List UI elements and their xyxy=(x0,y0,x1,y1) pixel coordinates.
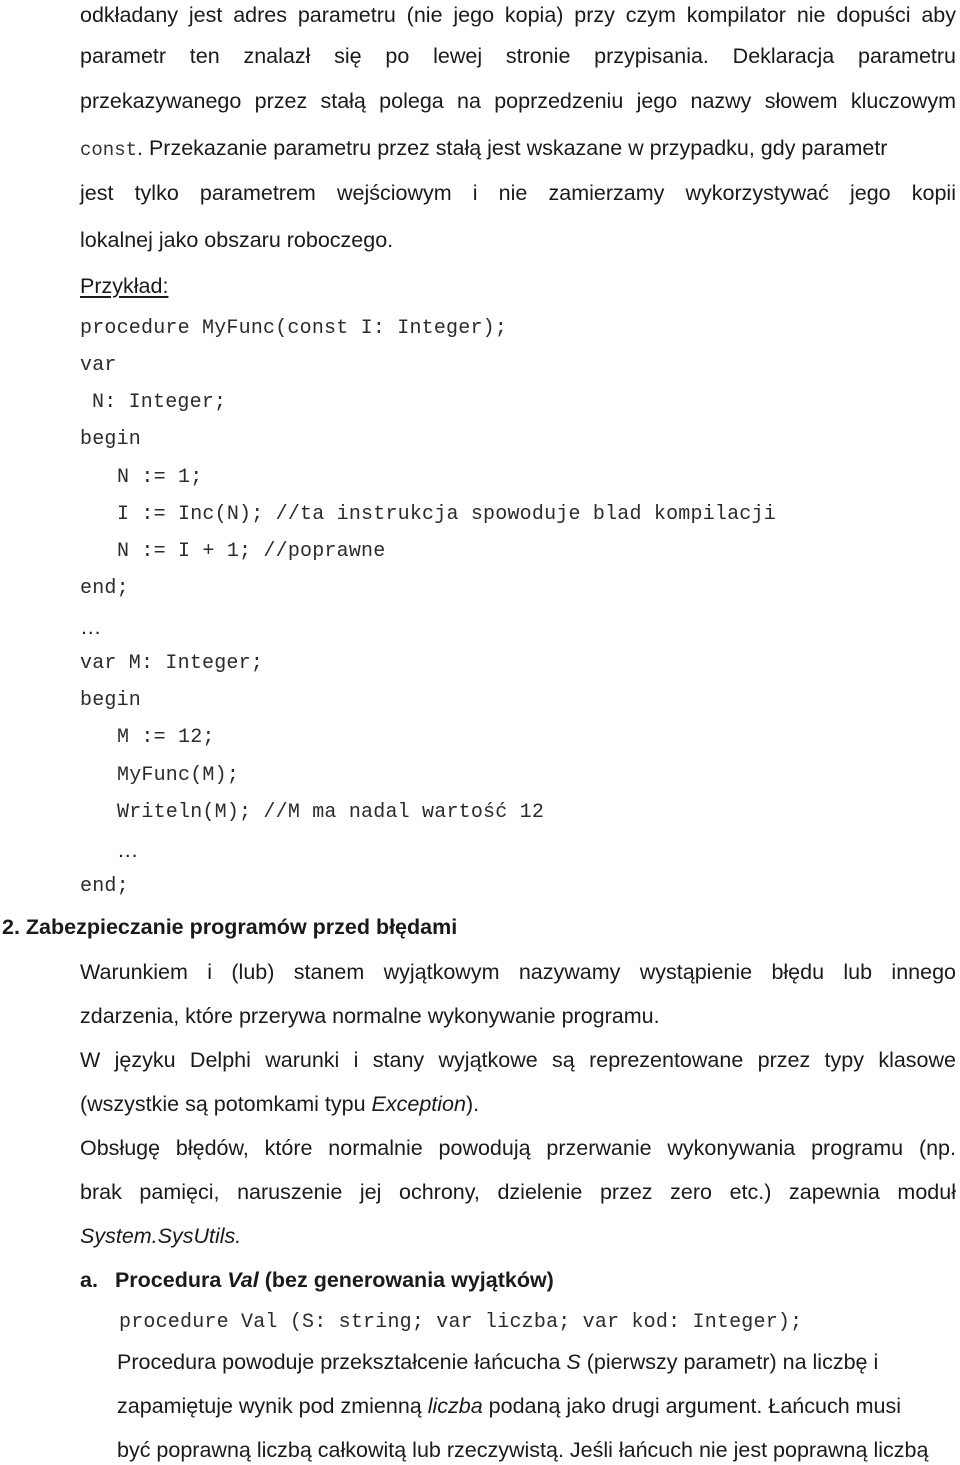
code-line: N: Integer; xyxy=(92,391,227,414)
code-line: N := I + 1; //poprawne xyxy=(117,540,386,563)
intro-line-3: przekazywanego przez stałą polega na poprzedzeniu jego nazwy słowem kluczowym xyxy=(80,89,956,113)
section-2-heading: 2. Zabezpieczanie programów przed błędami xyxy=(2,915,458,939)
code-line: var xyxy=(80,354,117,377)
code-line: Writeln(M); //M ma nadal wartość 12 xyxy=(117,801,545,824)
const-keyword: const xyxy=(80,139,138,161)
code-line: MyFunc(M); xyxy=(117,764,240,787)
code-line: begin xyxy=(80,689,142,712)
code-ellipsis: … xyxy=(117,838,139,862)
intro-line-4-text: . Przekazanie parametru przez stałą jest wskazane w przypadku, gdy parametr xyxy=(137,136,888,160)
section-2-p1-line-2: zdarzenia, które przerywa normalne wykonywanie programu. xyxy=(80,1004,660,1028)
example-label: Przykład: xyxy=(80,274,169,298)
intro-line-1: odkładany jest adres parametru (nie jego kopia) przy czym kompilator nie dopuści aby xyxy=(80,3,956,27)
section-2-p3-line-1: Obsługę błędów, które normalnie powodują przerwanie wykonywania programu (np. xyxy=(80,1136,956,1160)
code-line: I := Inc(N); //ta instrukcja spowoduje blad kompilacji xyxy=(117,503,776,526)
section-2-p2-line-1: W języku Delphi warunki i stany wyjątkowe są reprezentowane przez typy klasowe xyxy=(80,1048,956,1072)
intro-line-4 xyxy=(80,133,956,165)
code-line: N := 1; xyxy=(117,466,203,489)
subsection-a-heading: a. Procedura Val (bez generowania wyjątków) xyxy=(80,1268,554,1292)
val-desc-line-2: zapamiętuje wynik pod zmienną liczba podaną jako drugi argument. Łańcuch musi xyxy=(117,1394,902,1418)
intro-line-6: lokalnej jako obszaru roboczego. xyxy=(80,228,394,252)
section-2-p3-line-3: System.SysUtils. xyxy=(80,1224,242,1248)
val-name: Val xyxy=(227,1268,259,1292)
code-line: begin xyxy=(80,428,142,451)
intro-line-2: parametr ten znalazł się po lewej stronie przypisania. Deklaracja parametru xyxy=(80,44,956,68)
val-desc-line-3: być poprawną liczbą całkowitą lub rzeczywistą. Jeśli łańcuch nie jest poprawną liczbą xyxy=(117,1438,929,1462)
exception-type: Exception xyxy=(371,1092,466,1116)
code-line: end; xyxy=(80,875,129,898)
intro-line-5: jest tylko parametrem wejściowym i nie zamierzamy wykorzystywać jego kopii xyxy=(80,181,956,205)
code-ellipsis: … xyxy=(80,615,102,639)
code-line: end; xyxy=(80,577,129,600)
val-signature: procedure Val (S: string; var liczba; var kod: Integer); xyxy=(119,1311,803,1334)
code-line: procedure MyFunc(const I: Integer); xyxy=(80,317,508,340)
section-2-p2-line-2: (wszystkie są potomkami typu Exception). xyxy=(80,1092,480,1116)
code-line: var M: Integer; xyxy=(80,652,264,675)
section-2-p1-line-1: Warunkiem i (lub) stanem wyjątkowym nazywamy wystąpienie błędu lub innego xyxy=(80,960,956,984)
code-line: M := 12; xyxy=(117,726,215,749)
section-2-p3-line-2: brak pamięci, naruszenie jej ochrony, dzielenie przez zero etc.) zapewnia moduł xyxy=(80,1180,956,1204)
val-desc-line-1: Procedura powoduje przekształcenie łańcucha S (pierwszy parametr) na liczbę i xyxy=(117,1350,879,1374)
